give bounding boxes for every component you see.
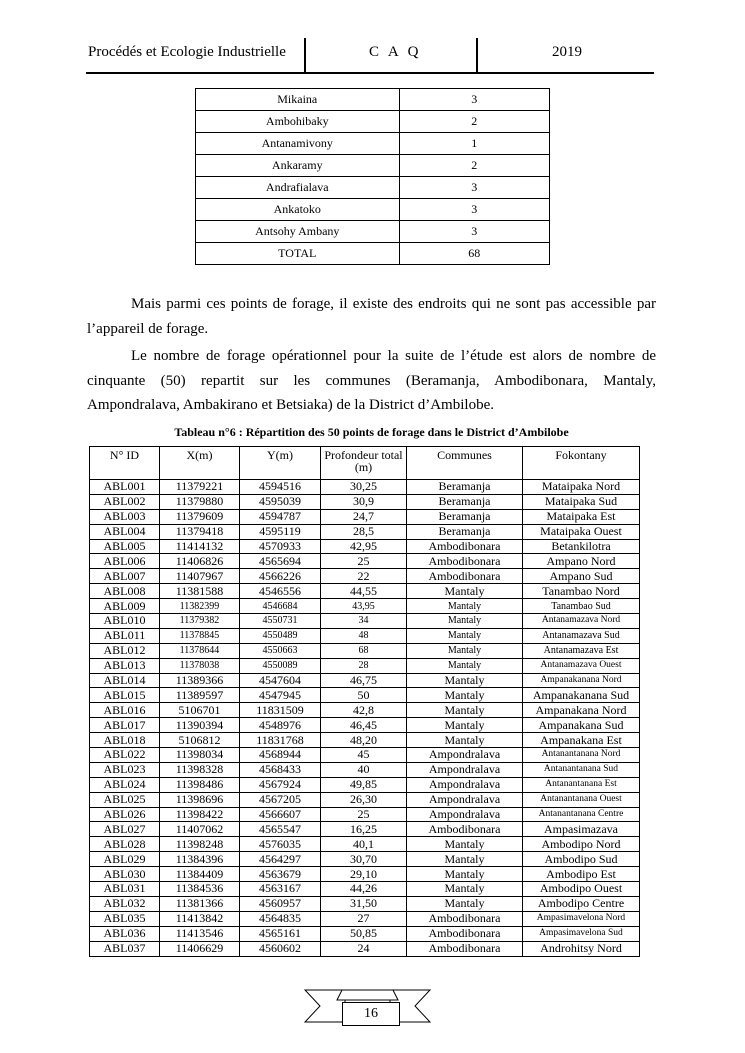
id-cell: ABL027 <box>90 822 160 837</box>
y-cell: 4550489 <box>240 628 321 643</box>
id-cell: ABL008 <box>90 584 160 599</box>
depth-cell: 30,25 <box>321 480 407 495</box>
table-row <box>90 480 640 495</box>
depth-cell: 31,50 <box>321 896 407 911</box>
table-row <box>196 243 550 265</box>
table-row <box>90 584 640 599</box>
y-cell: 4565547 <box>240 822 321 837</box>
id-cell: ABL004 <box>90 524 160 539</box>
fokontany-cell: Ambodipo Sud <box>523 852 640 867</box>
depth-cell: 24 <box>321 941 407 956</box>
depth-cell: 46,45 <box>321 718 407 733</box>
table-caption: Tableau n°6 : Répartition des 50 points de forage dans le District d’Ambilobe <box>174 425 569 439</box>
depth-cell: 43,95 <box>321 599 407 614</box>
table-row <box>90 926 640 941</box>
x-cell: 11389597 <box>160 688 240 703</box>
fokontany-cell: Ambodipo Ouest <box>523 882 640 897</box>
depth-cell: 49,85 <box>321 777 407 792</box>
x-cell: 11379880 <box>160 494 240 509</box>
id-cell: ABL037 <box>90 941 160 956</box>
y-cell: 4546556 <box>240 584 321 599</box>
table-row <box>90 599 640 614</box>
fokontany-cell: Androhitsy Nord <box>523 941 640 956</box>
id-cell: ABL025 <box>90 792 160 807</box>
commune-cell: Ambodibonara <box>407 822 523 837</box>
commune-cell: Mantaly <box>407 882 523 897</box>
commune-cell: Ankaramy <box>196 155 400 177</box>
x-cell: 11381588 <box>160 584 240 599</box>
id-cell: ABL015 <box>90 688 160 703</box>
id-cell: ABL026 <box>90 807 160 822</box>
page-number-ribbon <box>300 988 435 1028</box>
commune-cell: Mantaly <box>407 733 523 748</box>
depth-cell: 34 <box>321 614 407 629</box>
id-cell: ABL005 <box>90 539 160 554</box>
x-cell: 11384396 <box>160 852 240 867</box>
id-cell: ABL029 <box>90 852 160 867</box>
table-row <box>196 199 550 221</box>
id-cell: ABL003 <box>90 509 160 524</box>
fokontany-cell: Tanambao Nord <box>523 584 640 599</box>
x-cell: 11398328 <box>160 762 240 777</box>
depth-cell: 50 <box>321 688 407 703</box>
id-cell: ABL031 <box>90 882 160 897</box>
commune-header: Communes <box>407 447 523 480</box>
fokontany-cell: Ampano Nord <box>523 554 640 569</box>
id-cell: ABL014 <box>90 673 160 688</box>
commune-cell: Mantaly <box>407 614 523 629</box>
depth-cell: 22 <box>321 569 407 584</box>
id-cell: ABL032 <box>90 896 160 911</box>
depth-cell: 24,7 <box>321 509 407 524</box>
table-row <box>196 221 550 243</box>
count-cell: 3 <box>399 89 550 111</box>
table-row <box>90 718 640 733</box>
table-row <box>90 509 640 524</box>
x-cell: 11378845 <box>160 628 240 643</box>
depth-cell: 29,10 <box>321 867 407 882</box>
id-cell: ABL001 <box>90 480 160 495</box>
commune-cell: Andrafialava <box>196 177 400 199</box>
x-cell: 11379609 <box>160 509 240 524</box>
y-cell: 4564835 <box>240 911 321 926</box>
fokontany-cell: Ampanakanana Sud <box>523 688 640 703</box>
y-cell: 4560957 <box>240 896 321 911</box>
paragraph-1 <box>87 292 656 341</box>
depth-cell: 48,20 <box>321 733 407 748</box>
y-cell: 4567924 <box>240 777 321 792</box>
x-cell: 11406826 <box>160 554 240 569</box>
y-cell: 4563167 <box>240 882 321 897</box>
commune-cell: Antsohy Ambany <box>196 221 400 243</box>
table-row <box>196 177 550 199</box>
commune-cell: Ambodibonara <box>407 926 523 941</box>
table-row <box>196 89 550 111</box>
y-cell: 4547945 <box>240 688 321 703</box>
count-cell: 1 <box>399 133 550 155</box>
x-cell: 11378038 <box>160 658 240 673</box>
y-cell: 4560602 <box>240 941 321 956</box>
y-cell: 4548976 <box>240 718 321 733</box>
commune-count-table <box>195 88 550 265</box>
commune-cell: Beramanja <box>407 509 523 524</box>
id-cell: ABL010 <box>90 614 160 629</box>
x-cell: 11390394 <box>160 718 240 733</box>
x-cell: 11398696 <box>160 792 240 807</box>
x-cell: 11398034 <box>160 748 240 763</box>
y-cell: 4568433 <box>240 762 321 777</box>
x-cell: 11398486 <box>160 777 240 792</box>
depth-cell: 28,5 <box>321 524 407 539</box>
fokontany-cell: Antanantanana Centre <box>523 807 640 822</box>
depth-header: Profondeur total (m) <box>321 447 407 480</box>
commune-cell: Ankatoko <box>196 199 400 221</box>
commune-cell: Mantaly <box>407 673 523 688</box>
fokontany-cell: Ambodipo Est <box>523 867 640 882</box>
table-row <box>90 807 640 822</box>
table-row <box>196 133 550 155</box>
commune-cell: Ampondralava <box>407 792 523 807</box>
fokontany-cell: Ampanakanana Nord <box>523 673 640 688</box>
commune-cell: Mikaina <box>196 89 400 111</box>
header-center-title: C A Q <box>369 44 422 60</box>
y-cell: 4547604 <box>240 673 321 688</box>
commune-cell: Mantaly <box>407 658 523 673</box>
x-cell: 11398422 <box>160 807 240 822</box>
count-cell: 2 <box>399 155 550 177</box>
table-row <box>90 628 640 643</box>
table-row <box>90 882 640 897</box>
depth-cell: 26,30 <box>321 792 407 807</box>
id-cell: ABL036 <box>90 926 160 941</box>
depth-cell: 42,8 <box>321 703 407 718</box>
commune-cell: Beramanja <box>407 480 523 495</box>
depth-cell: 46,75 <box>321 673 407 688</box>
depth-cell: 40 <box>321 762 407 777</box>
id-cell: ABL017 <box>90 718 160 733</box>
fokontany-cell: Mataipaka Est <box>523 509 640 524</box>
depth-cell: 40,1 <box>321 837 407 852</box>
commune-cell: Antanamivony <box>196 133 400 155</box>
fokontany-cell: Mataipaka Ouest <box>523 524 640 539</box>
commune-cell: Mantaly <box>407 688 523 703</box>
commune-cell: Mantaly <box>407 837 523 852</box>
fokontany-cell: Antanamazava Sud <box>523 628 640 643</box>
x-cell: 11384536 <box>160 882 240 897</box>
x-cell: 11379418 <box>160 524 240 539</box>
depth-cell: 50,85 <box>321 926 407 941</box>
depth-cell: 25 <box>321 807 407 822</box>
table-row <box>90 777 640 792</box>
table-row <box>90 941 640 956</box>
x-cell: 11414132 <box>160 539 240 554</box>
fokontany-cell: Ampasimavelona Sud <box>523 926 640 941</box>
count-cell: 3 <box>399 221 550 243</box>
id-cell: ABL024 <box>90 777 160 792</box>
x-cell: 11389366 <box>160 673 240 688</box>
page-number: 16 <box>342 1002 400 1026</box>
commune-cell: Mantaly <box>407 852 523 867</box>
y-cell: 4595119 <box>240 524 321 539</box>
x-cell: 11379382 <box>160 614 240 629</box>
table-row <box>90 524 640 539</box>
fokontany-cell: Ampano Sud <box>523 569 640 584</box>
y-header: Y(m) <box>240 447 321 480</box>
y-cell: 4550663 <box>240 643 321 658</box>
table-row <box>90 643 640 658</box>
table-row <box>90 673 640 688</box>
count-cell: 2 <box>399 111 550 133</box>
y-cell: 4566607 <box>240 807 321 822</box>
commune-cell: Mantaly <box>407 628 523 643</box>
table-row <box>90 792 640 807</box>
fokontany-cell: Ampasimavelona Nord <box>523 911 640 926</box>
y-cell: 4595039 <box>240 494 321 509</box>
table-row <box>90 554 640 569</box>
fokontany-cell: Antanamazava Est <box>523 643 640 658</box>
table-row <box>90 614 640 629</box>
table-row <box>90 896 640 911</box>
header-separator <box>304 38 306 72</box>
fokontany-cell: Antanantanana Ouest <box>523 792 640 807</box>
depth-cell: 44,26 <box>321 882 407 897</box>
x-cell: 5106701 <box>160 703 240 718</box>
id-cell: ABL009 <box>90 599 160 614</box>
commune-cell: Mantaly <box>407 718 523 733</box>
x-cell: 11384409 <box>160 867 240 882</box>
x-cell: 11413546 <box>160 926 240 941</box>
commune-cell: Ambodibonara <box>407 941 523 956</box>
fokontany-cell: Ambodipo Centre <box>523 896 640 911</box>
commune-cell: Mantaly <box>407 896 523 911</box>
y-cell: 4564297 <box>240 852 321 867</box>
count-cell: 68 <box>399 243 550 265</box>
commune-cell: Ampondralava <box>407 807 523 822</box>
y-cell: 4594516 <box>240 480 321 495</box>
fokontany-cell: Antanantanana Nord <box>523 748 640 763</box>
x-cell: 11382399 <box>160 599 240 614</box>
table-row <box>90 852 640 867</box>
table-row <box>90 703 640 718</box>
commune-cell: Ampondralava <box>407 748 523 763</box>
header-separator <box>476 38 478 72</box>
fokontany-cell: Antanantanana Est <box>523 777 640 792</box>
commune-cell: Ambodibonara <box>407 911 523 926</box>
table-row <box>90 658 640 673</box>
commune-cell: Mantaly <box>407 599 523 614</box>
id-cell: ABL035 <box>90 911 160 926</box>
y-cell: 4567205 <box>240 792 321 807</box>
fokontany-cell: Ampanakana Est <box>523 733 640 748</box>
id-cell: ABL013 <box>90 658 160 673</box>
table-row <box>90 822 640 837</box>
x-cell: 5106812 <box>160 733 240 748</box>
commune-cell: Mantaly <box>407 867 523 882</box>
y-cell: 4550731 <box>240 614 321 629</box>
x-cell: 11378644 <box>160 643 240 658</box>
depth-cell: 16,25 <box>321 822 407 837</box>
forage-points-table <box>89 446 640 957</box>
table-row <box>90 867 640 882</box>
y-cell: 11831768 <box>240 733 321 748</box>
id-cell: ABL011 <box>90 628 160 643</box>
table-row <box>196 111 550 133</box>
table-row <box>90 733 640 748</box>
page-header <box>86 38 654 74</box>
depth-cell: 48 <box>321 628 407 643</box>
paragraph-1-text: Mais parmi ces points de forage, il existe des endroits qui ne sont pas accessible par l’appareil de forage. <box>87 296 656 337</box>
depth-cell: 68 <box>321 643 407 658</box>
y-cell: 4576035 <box>240 837 321 852</box>
y-cell: 11831509 <box>240 703 321 718</box>
fokontany-cell: Ampasimazava <box>523 822 640 837</box>
table-row <box>90 688 640 703</box>
y-cell: 4568944 <box>240 748 321 763</box>
commune-cell: Beramanja <box>407 524 523 539</box>
fokontany-cell: Betankilotra <box>523 539 640 554</box>
commune-cell: Ampondralava <box>407 777 523 792</box>
commune-cell: Ampondralava <box>407 762 523 777</box>
commune-cell: Mantaly <box>407 703 523 718</box>
paragraph-2-text: Le nombre de forage opérationnel pour la suite de l’étude est alors de nombre de cinquante (50) repartit sur les communes (Beramanja, Ambodibonara, Mantaly, Ampondralava, Ambakirano et Betsiaka) de la District d’Ambilobe. <box>87 348 656 413</box>
commune-cell: Mantaly <box>407 643 523 658</box>
fokontany-cell: Tanambao Sud <box>523 599 640 614</box>
fokontany-cell: Ampanakana Nord <box>523 703 640 718</box>
header-left-title: Procédés et Ecologie Industrielle <box>88 44 286 60</box>
id-cell: ABL007 <box>90 569 160 584</box>
count-cell: 3 <box>399 177 550 199</box>
id-cell: ABL028 <box>90 837 160 852</box>
id-cell: ABL006 <box>90 554 160 569</box>
commune-cell: Ambodibonara <box>407 569 523 584</box>
fokontany-cell: Antanamazava Ouest <box>523 658 640 673</box>
y-cell: 4570933 <box>240 539 321 554</box>
x-cell: 11379221 <box>160 480 240 495</box>
id-cell: ABL030 <box>90 867 160 882</box>
depth-cell: 25 <box>321 554 407 569</box>
id-cell: ABL018 <box>90 733 160 748</box>
header-year: 2019 <box>552 44 582 60</box>
table-row <box>90 494 640 509</box>
table-row <box>90 539 640 554</box>
id-cell: ABL016 <box>90 703 160 718</box>
y-cell: 4546684 <box>240 599 321 614</box>
commune-cell: Ambohibaky <box>196 111 400 133</box>
x-cell: 11413842 <box>160 911 240 926</box>
commune-cell: Ambodibonara <box>407 539 523 554</box>
fokontany-cell: Ambodipo Nord <box>523 837 640 852</box>
fokontany-cell: Antanamazava Nord <box>523 614 640 629</box>
x-cell: 11407062 <box>160 822 240 837</box>
id-cell: ABL023 <box>90 762 160 777</box>
x-cell: 11381366 <box>160 896 240 911</box>
x-cell: 11398248 <box>160 837 240 852</box>
header-rule <box>86 72 654 74</box>
commune-cell: Mantaly <box>407 584 523 599</box>
y-cell: 4550089 <box>240 658 321 673</box>
table-row <box>90 837 640 852</box>
depth-cell: 30,70 <box>321 852 407 867</box>
table-row <box>90 748 640 763</box>
id-cell: ABL002 <box>90 494 160 509</box>
depth-cell: 45 <box>321 748 407 763</box>
depth-cell: 44,55 <box>321 584 407 599</box>
y-cell: 4565694 <box>240 554 321 569</box>
y-cell: 4563679 <box>240 867 321 882</box>
id-header: N° ID <box>90 447 160 480</box>
count-cell: 3 <box>399 199 550 221</box>
commune-cell: TOTAL <box>196 243 400 265</box>
y-cell: 4565161 <box>240 926 321 941</box>
fokontany-cell: Ampanakana Sud <box>523 718 640 733</box>
x-cell: 11406629 <box>160 941 240 956</box>
id-cell: ABL022 <box>90 748 160 763</box>
x-cell: 11407967 <box>160 569 240 584</box>
depth-cell: 28 <box>321 658 407 673</box>
table-row <box>196 155 550 177</box>
fokontany-cell: Mataipaka Nord <box>523 480 640 495</box>
commune-cell: Ambodibonara <box>407 554 523 569</box>
depth-cell: 42,95 <box>321 539 407 554</box>
paragraph-2 <box>87 344 656 418</box>
fokontany-cell: Antanantanana Sud <box>523 762 640 777</box>
id-cell: ABL012 <box>90 643 160 658</box>
table-row <box>90 569 640 584</box>
fokontany-cell: Mataipaka Sud <box>523 494 640 509</box>
fokontany-header: Fokontany <box>523 447 640 480</box>
table-row <box>90 762 640 777</box>
y-cell: 4566226 <box>240 569 321 584</box>
table-row <box>90 911 640 926</box>
commune-cell: Beramanja <box>407 494 523 509</box>
depth-cell: 30,9 <box>321 494 407 509</box>
x-header: X(m) <box>160 447 240 480</box>
depth-cell: 27 <box>321 911 407 926</box>
y-cell: 4594787 <box>240 509 321 524</box>
